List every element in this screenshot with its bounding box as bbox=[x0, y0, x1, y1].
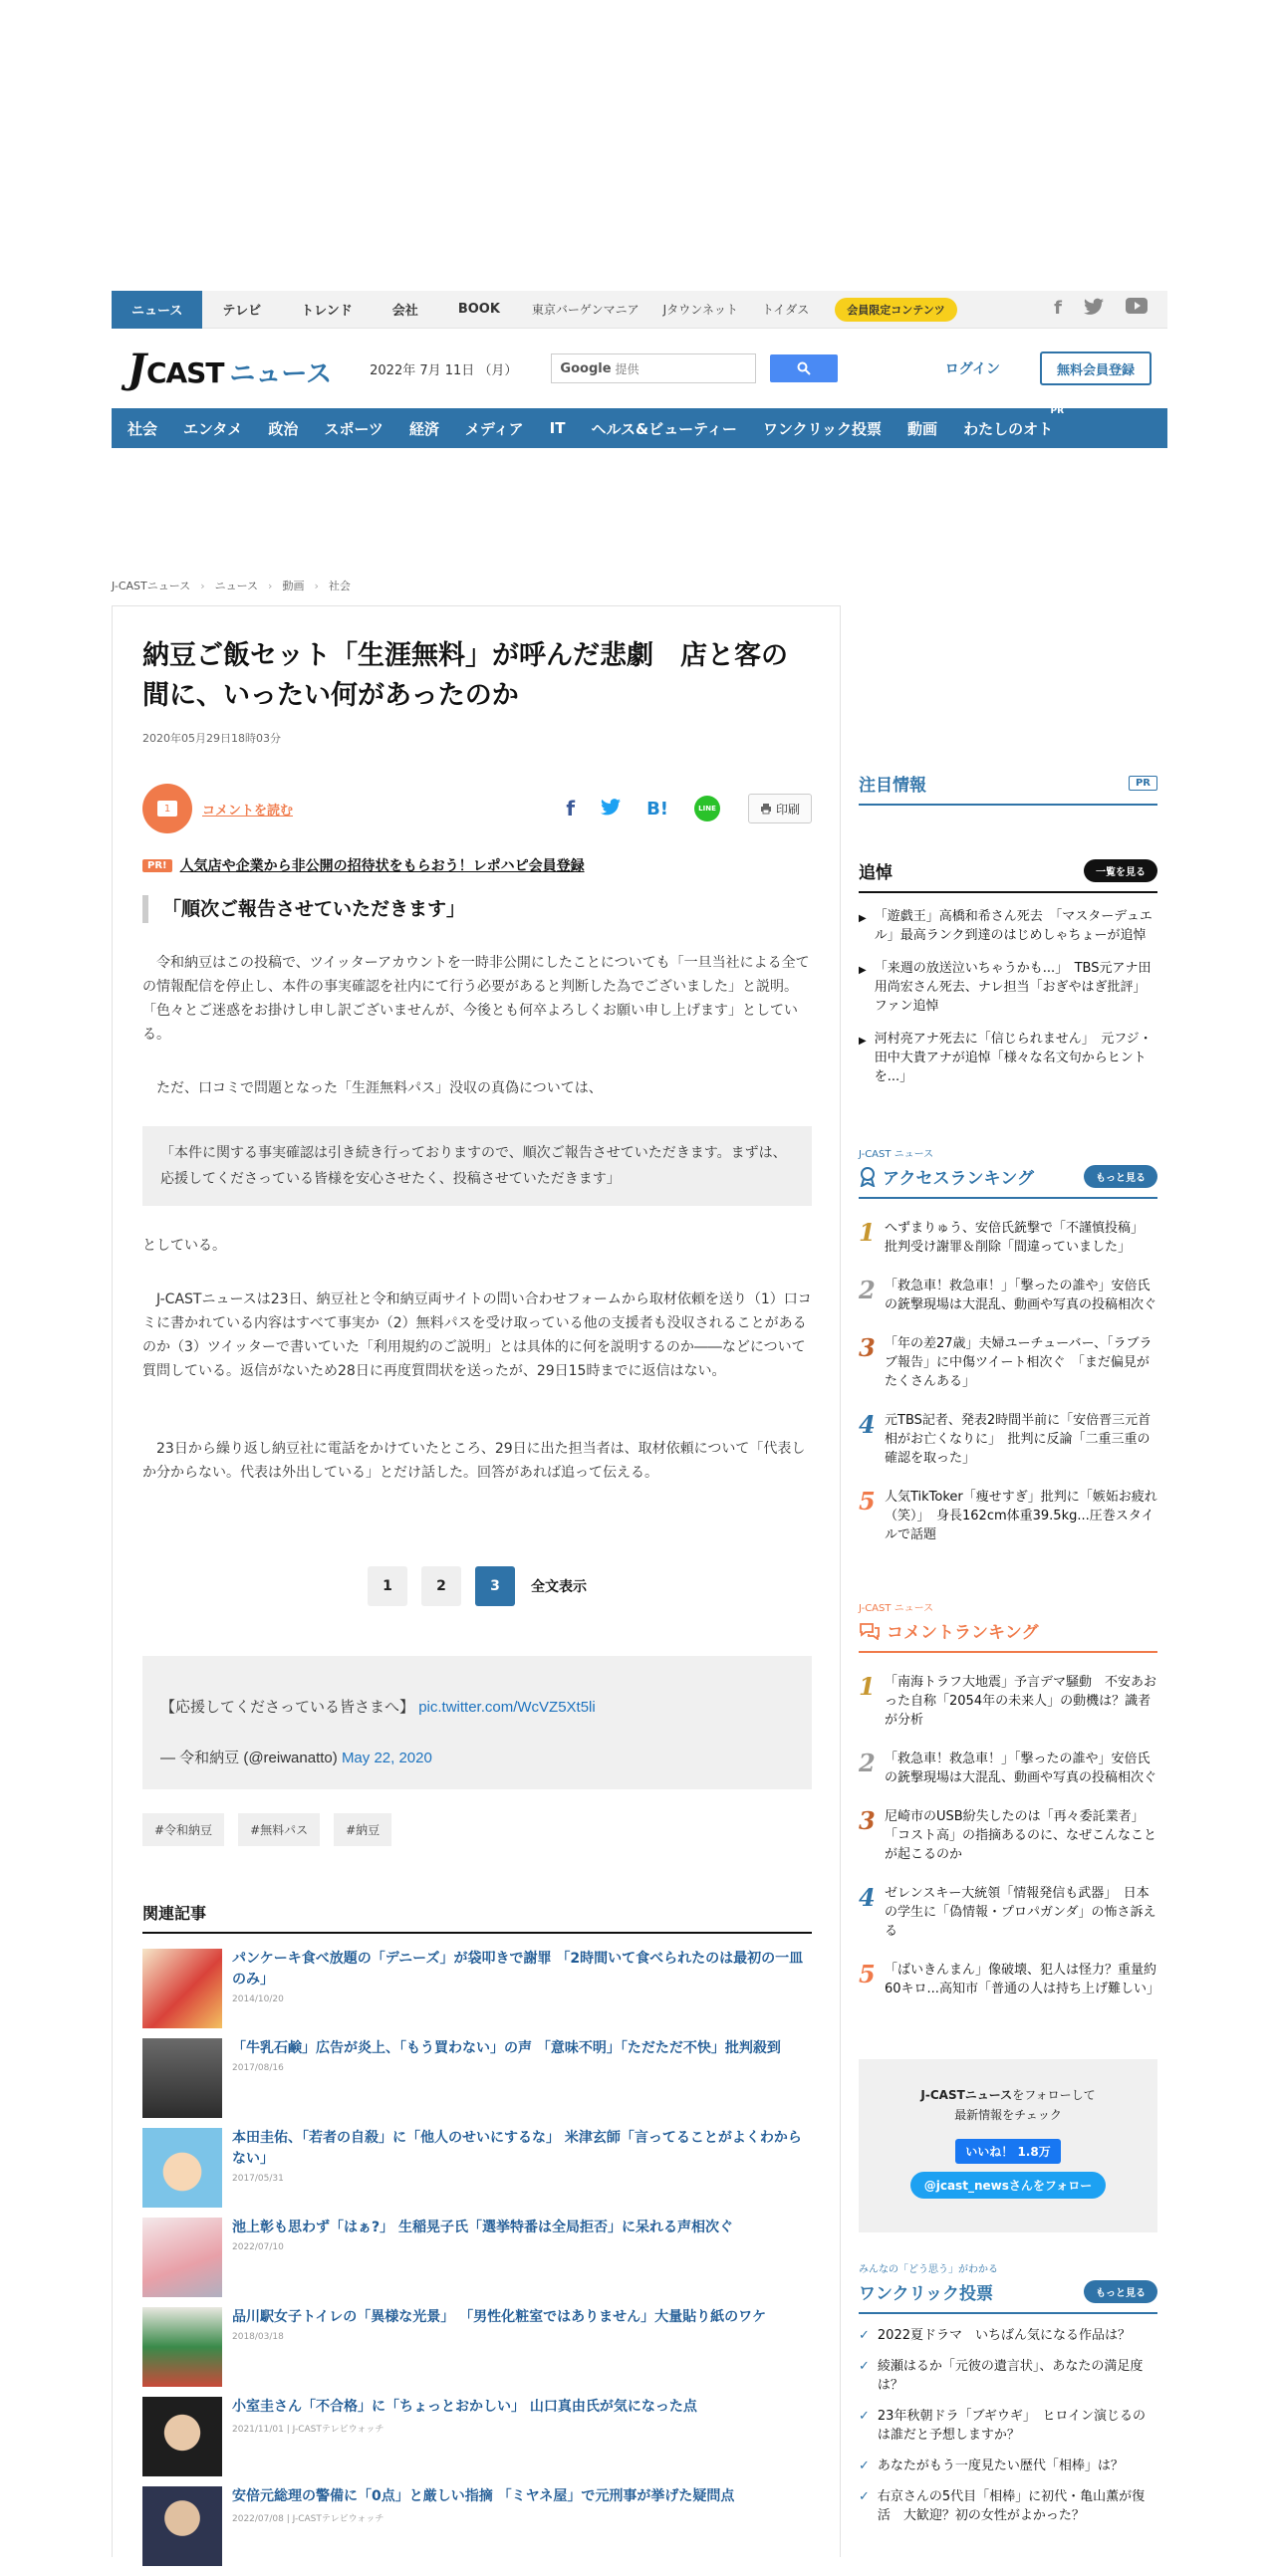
promo-link[interactable] bbox=[142, 855, 812, 875]
vote-item-text: 綾瀬はるか「元彼の遺言状」、あなたの満足度は？ bbox=[877, 2359, 1144, 2393]
vote-item[interactable] bbox=[859, 2326, 1157, 2345]
rank-number: 5 bbox=[859, 1960, 876, 1989]
pagination bbox=[142, 1566, 812, 1606]
tag-reiwa-natto[interactable]: #令和納豆 bbox=[142, 1813, 224, 1846]
access-ranking-heading bbox=[859, 1164, 1157, 1199]
article-subheading: 「順次ご報告させていただきます」 bbox=[142, 895, 812, 923]
topnav-trend[interactable]: トレンド bbox=[301, 304, 353, 319]
rank-number: 4 bbox=[859, 1883, 876, 1912]
article-quote: 「本件に関する事実確認は引き続き行っておりますので、順次ご報告させていただきます。まずは、応援してくださっている皆様を安心させたく、投稿させていただきます」 bbox=[142, 1126, 812, 1206]
related-article-date: 2014/10/20 bbox=[232, 1994, 284, 2004]
article-tags bbox=[142, 1813, 812, 1846]
vote-item-text: あなたがもう一度見たい歴代「相棒」は？ bbox=[877, 2459, 1124, 2473]
promo-text: 人気店や企業から非公開の招待状をもらおう！レポハピ会員登録 bbox=[179, 858, 585, 874]
breadcrumb bbox=[112, 578, 351, 593]
rank-text: 尼崎市のUSB紛失したのは「再々委託業者」 「コスト高」の指摘あるのに、なぜこんなことが起こるのか bbox=[885, 1809, 1157, 1862]
comment-ranking-heading bbox=[859, 1618, 1157, 1653]
tweet-author-line bbox=[160, 1747, 794, 1767]
comment-ranking-item[interactable] bbox=[859, 1955, 1157, 1998]
related-article-title: 「牛乳石鹸」広告が炎上、「もう買わない」の声 「意味不明」「ただただ不快」批判殺到 bbox=[232, 2040, 781, 2056]
search-input[interactable] bbox=[551, 353, 756, 383]
topnav-tv[interactable]: テレビ bbox=[222, 304, 262, 319]
twitter-icon[interactable] bbox=[1084, 298, 1104, 321]
related-article-thumbnail bbox=[142, 2218, 222, 2297]
category-video[interactable]: 動画 bbox=[907, 419, 938, 438]
vote-item-text: 2022夏ドラマ いちばん気になる作品は？ bbox=[877, 2328, 1131, 2343]
breadcrumb-separator: › bbox=[200, 579, 205, 592]
memorial-item[interactable] bbox=[859, 907, 1157, 945]
breadcrumb-item[interactable]: ニュース bbox=[214, 580, 259, 592]
pr-label: PR bbox=[1050, 405, 1065, 416]
access-ranking-item[interactable] bbox=[859, 1405, 1157, 1468]
printer-icon bbox=[760, 803, 772, 815]
article-title: 納豆ご飯セット「生涯無料」が呼んだ悲劇 店と客の間に、いったい何があったのか bbox=[142, 640, 788, 711]
rank-text: 人気TikToker「痩せすぎ」批判に「嫉妬お疲れ（笑）」 身長162cm体重39.5kg...圧巻スタイルで話題 bbox=[885, 1490, 1157, 1542]
comment-ranking-item[interactable] bbox=[859, 1801, 1157, 1864]
article-main bbox=[112, 605, 841, 2557]
access-ranking-item[interactable] bbox=[859, 1328, 1157, 1391]
rank-text: 「ばいきんまん」像破壊、犯人は怪力？重量約60キロ...高知市「普通の人は持ち上げ難しい」 bbox=[885, 1963, 1159, 1996]
page-1-button[interactable]: 1 bbox=[368, 1566, 407, 1606]
logo-j: J bbox=[128, 345, 146, 392]
rank-text: 「南海トラフ大地震」予言デマ騒動 不安あおった自称「2054年の未来人」の動機は？識者が分析 bbox=[885, 1675, 1157, 1728]
follow-brand: J-CASTニュース bbox=[920, 2088, 1013, 2102]
category-society[interactable]: 社会 bbox=[128, 419, 158, 438]
facebook-share-icon[interactable]: f bbox=[566, 797, 576, 820]
access-ranking-section bbox=[859, 1145, 1157, 1544]
access-ranking-kicker: J-CAST ニュース bbox=[859, 1149, 934, 1160]
related-article-title: 本田圭佑、「若者の自殺」に「他人のせいにするな」 米津玄師「言ってることがよくわからない」 bbox=[232, 2130, 802, 2167]
related-article-date: 2022/07/10 bbox=[232, 2242, 284, 2252]
rank-number: 2 bbox=[859, 1276, 876, 1304]
access-ranking-more-button[interactable]: もっと見る bbox=[1084, 1165, 1157, 1188]
memorial-item-text: 河村亮アナ死去に「信じられません」 元フジ・田中大貴アナが追悼「様々な名文句からヒントを...」 bbox=[874, 1032, 1152, 1084]
hatena-bookmark-icon[interactable]: B! bbox=[646, 798, 668, 820]
breadcrumb-separator: › bbox=[314, 579, 319, 592]
vote-kicker: みんなの「どう思う」がわかる bbox=[859, 2264, 998, 2275]
related-article[interactable] bbox=[142, 2486, 812, 2576]
comment-count: 1 bbox=[157, 801, 177, 817]
show-full-text-link[interactable]: 全文表示 bbox=[531, 1579, 587, 1595]
topnav-bargain[interactable]: 東京バーゲンマニア bbox=[531, 303, 640, 317]
memorial-more-button[interactable]: 一覧を見る bbox=[1084, 859, 1157, 882]
facebook-like-button[interactable]: いいね！ 1.8万 bbox=[955, 2139, 1060, 2164]
category-media[interactable]: メディア bbox=[464, 419, 524, 438]
rank-number: 5 bbox=[859, 1487, 876, 1516]
memorial-heading bbox=[859, 858, 1157, 893]
related-article-title: 池上彰も思わず「はぁ?」 生稲晃子氏「選挙特番は全局拒否」に呆れる声相次ぐ bbox=[232, 2220, 733, 2235]
read-comments-link[interactable]: コメントを読む bbox=[202, 803, 294, 819]
triangle-right-icon: ▶ bbox=[859, 913, 867, 924]
featured-heading-text: 注目情報 bbox=[859, 776, 926, 796]
breadcrumb-item[interactable]: 動画 bbox=[282, 580, 305, 592]
search-placeholder: 提供 bbox=[615, 361, 640, 376]
embedded-tweet bbox=[142, 1656, 812, 1789]
comment-count-icon[interactable] bbox=[142, 784, 192, 833]
topnav-company[interactable]: 会社 bbox=[391, 304, 418, 319]
vote-more-button[interactable]: もっと見る bbox=[1084, 2280, 1157, 2303]
rank-text: 「救急車！救急車！」「撃ったの誰や」安倍氏の銃撃現場は大混乱、動画や写真の投稿相次ぐ bbox=[885, 1752, 1157, 1785]
category-watashi-no-oto[interactable] bbox=[950, 405, 1066, 439]
related-article[interactable] bbox=[142, 1949, 812, 2038]
tag-free-pass[interactable]: #無料パス bbox=[238, 1813, 320, 1846]
topnav-jtown[interactable]: Jタウンネット bbox=[662, 303, 738, 317]
comment-ranking-heading-text: コメントランキング bbox=[887, 1623, 1039, 1643]
related-article-date: 2017/08/16 bbox=[232, 2063, 284, 2073]
category-economy[interactable]: 経済 bbox=[408, 419, 439, 438]
breadcrumb-separator: › bbox=[268, 579, 273, 592]
vote-item[interactable] bbox=[859, 2407, 1157, 2445]
article-paragraph: としている。 bbox=[142, 1238, 226, 1254]
article-paragraph: J-CASTニュースは23日、納豆社と令和納豆両サイトの問い合わせフォームから取材依頼を送り（1）口コミに書かれている内容はすべて事実か（2）無料パスを受け取っている他の支援者も没収されることがあるのか（3）ツイッターで書いていた「利用規約のご説明」とは具体的に何を説明するのか――などについて質問している。返信がないため28日に再度質問状を送ったが、29日15時までに返信はない。 bbox=[142, 1291, 812, 1379]
article-paragraph: 23日から繰り返し納豆社に電話をかけていたところ、29日に出た担当者は、取材依頼について「代表しか分からない。代表は外出している」とだけ話した。回答があれば追って伝える。 bbox=[142, 1441, 806, 1481]
comment-ranking-section bbox=[859, 1599, 1157, 1998]
facebook-icon[interactable]: f bbox=[1054, 298, 1062, 319]
ribbon-icon bbox=[859, 1167, 877, 1187]
youtube-icon[interactable] bbox=[1126, 298, 1148, 321]
related-article[interactable] bbox=[142, 2397, 812, 2486]
related-article[interactable] bbox=[142, 2128, 812, 2218]
related-article-thumbnail bbox=[142, 2307, 222, 2387]
tweet-text: 【応援してくださっている皆さまへ】 bbox=[160, 1699, 415, 1716]
check-icon: ✓ bbox=[859, 2489, 870, 2504]
rank-number: 2 bbox=[859, 1749, 876, 1777]
check-icon: ✓ bbox=[859, 2359, 870, 2374]
related-article-date: 2021/11/01 | J-CASTテレビウォッチ bbox=[232, 2425, 384, 2435]
comment-ranking-kicker: J-CAST ニュース bbox=[859, 1603, 934, 1614]
topnav-news[interactable]: ニュース bbox=[112, 291, 202, 329]
topnav-toidas[interactable]: トイダス bbox=[761, 303, 810, 317]
topnav-book[interactable]: BOOK bbox=[457, 302, 500, 317]
article-paragraph: ただ、口コミで問題となった「生涯無料パス」没収の真偽については、 bbox=[142, 1080, 603, 1096]
share-row bbox=[142, 784, 812, 833]
breadcrumb-item[interactable]: J-CASTニュース bbox=[112, 580, 191, 592]
check-icon: ✓ bbox=[859, 2459, 870, 2473]
related-article-date: 2017/05/31 bbox=[232, 2174, 284, 2184]
memorial-item[interactable] bbox=[859, 959, 1157, 1016]
related-article-thumbnail bbox=[142, 1949, 222, 2028]
rank-number: 1 bbox=[859, 1672, 876, 1701]
related-article-thumbnail bbox=[142, 2128, 222, 2208]
rank-number: 3 bbox=[859, 1333, 876, 1362]
category-politics[interactable]: 政治 bbox=[268, 419, 299, 438]
twitter-follow-button[interactable]: @jcast_newsさんをフォロー bbox=[910, 2172, 1107, 2199]
memorial-item-text: 「来週の放送泣いちゃうかも...」 TBS元アナ田用尚宏さん死去、ナレ担当「おぎやはぎ批評」ファン追悼 bbox=[874, 961, 1151, 1014]
access-ranking-heading-text: アクセスランキング bbox=[883, 1169, 1034, 1189]
related-article-title: パンケーキ食べ放題の「デニーズ」が袋叩きで謝罪 「2時間いて食べられたのは最初の一皿のみ」 bbox=[232, 1951, 804, 1988]
triangle-right-icon: ▶ bbox=[859, 1036, 867, 1047]
category-entertainment[interactable]: エンタメ bbox=[183, 419, 243, 438]
page-2-button[interactable]: 2 bbox=[421, 1566, 461, 1606]
follow-box bbox=[859, 2059, 1157, 2232]
tag-natto[interactable]: #納豆 bbox=[334, 1813, 391, 1846]
memorial-item-text: 「遊戯王」高橋和希さん死去 「マスターデュエル」最高ランク到達のはじめしゃちょーが追悼 bbox=[874, 909, 1152, 943]
triangle-right-icon: ▶ bbox=[859, 965, 867, 976]
follow-text-rest: をフォローして bbox=[1012, 2088, 1096, 2102]
login-link[interactable]: ログイン bbox=[944, 361, 1000, 377]
follow-text-line1 bbox=[859, 2085, 1157, 2105]
related-articles-heading: 関連記事 bbox=[142, 1901, 812, 1934]
related-article[interactable] bbox=[142, 2307, 812, 2397]
memorial-item[interactable] bbox=[859, 1030, 1157, 1086]
category-nav bbox=[112, 405, 1167, 448]
print-label: 印刷 bbox=[775, 802, 800, 817]
comment-ranking-item[interactable] bbox=[859, 1878, 1157, 1941]
rank-number: 1 bbox=[859, 1218, 876, 1247]
search-icon bbox=[797, 361, 811, 375]
vote-heading-text: ワンクリック投票 bbox=[859, 2284, 993, 2304]
related-article-title: 小室圭さん「不合格」に「ちょっとおかしい」 山口真由氏が気になった点 bbox=[232, 2399, 697, 2415]
check-icon: ✓ bbox=[859, 2328, 870, 2343]
line-share-icon[interactable]: LINE bbox=[694, 796, 720, 821]
category-label: わたしのオト bbox=[963, 419, 1054, 438]
tweet-author: — 令和納豆 (@reiwanatto) bbox=[160, 1750, 338, 1766]
breadcrumb-item[interactable]: 社会 bbox=[328, 580, 351, 592]
related-article-title: 安倍元総理の警備に「0点」と厳しい指摘 「ミヤネ屋」で元刑事が挙げた疑問点 bbox=[232, 2488, 735, 2504]
vote-section bbox=[859, 2260, 1157, 2525]
pr-tag: PR! bbox=[142, 859, 172, 872]
rank-text: へずまりゅう、安倍氏銃撃で「不謹慎投稿」 批判受け謝罪＆削除「間違っていました」 bbox=[885, 1221, 1151, 1255]
related-article-title: 品川駅女子トイレの「異様な光景」 「男性化粧室ではありません」大量貼り紙のワケ bbox=[232, 2309, 767, 2325]
related-articles-list bbox=[142, 1949, 812, 2576]
current-date: 2022年 7月 11日 （月） bbox=[370, 362, 518, 378]
featured-section bbox=[859, 771, 1157, 806]
check-icon: ✓ bbox=[859, 2409, 870, 2424]
category-it[interactable]: IT bbox=[549, 419, 566, 437]
logo-news: ニュース bbox=[229, 358, 333, 389]
category-one-click-vote[interactable]: ワンクリック投票 bbox=[762, 419, 883, 438]
site-header bbox=[112, 329, 1167, 408]
rank-number: 3 bbox=[859, 1806, 876, 1835]
social-links bbox=[1054, 298, 1167, 321]
logo-cast: CAST bbox=[145, 355, 224, 389]
article-date: 2020年05月29日18時03分 bbox=[142, 732, 281, 745]
member-content-badge[interactable]: 会員限定コンテンツ bbox=[835, 298, 956, 322]
rank-text: ゼレンスキー大統領「情報発信も武器」 日本の学生に「偽情報・プロパガンダ」の怖さ訴える bbox=[885, 1886, 1156, 1939]
vote-item[interactable] bbox=[859, 2487, 1157, 2525]
search-button[interactable] bbox=[770, 354, 838, 382]
category-sports[interactable]: スポーツ bbox=[324, 419, 384, 438]
access-ranking-item[interactable] bbox=[859, 1482, 1157, 1544]
related-article-thumbnail bbox=[142, 2486, 222, 2566]
vote-item[interactable] bbox=[859, 2357, 1157, 2395]
related-article-date: 2018/03/18 bbox=[232, 2332, 284, 2342]
tweet-line bbox=[160, 1696, 794, 1717]
related-article[interactable] bbox=[142, 2038, 812, 2128]
tweet-date-link[interactable]: May 22, 2020 bbox=[341, 1750, 432, 1766]
print-button[interactable] bbox=[748, 794, 812, 823]
access-ranking-item[interactable] bbox=[859, 1271, 1157, 1314]
share-buttons bbox=[566, 796, 720, 821]
vote-item-text: 23年秋朝ドラ「ブギウギ」 ヒロイン演じるのは誰だと予想しますか？ bbox=[877, 2409, 1147, 2443]
comment-ranking-item[interactable] bbox=[859, 1744, 1157, 1787]
related-article-date: 2022/07/08 | J-CASTテレビウォッチ bbox=[232, 2514, 384, 2524]
register-button[interactable]: 無料会員登録 bbox=[1040, 351, 1151, 385]
rank-text: 「年の差27歳」夫婦ユーチューバー、「ラブラブ報告」に中傷ツイート相次ぐ 「まだ偏見がたくさんある」 bbox=[885, 1336, 1152, 1389]
pr-badge: PR bbox=[1129, 776, 1157, 791]
follow-text-line2: 最新情報をチェック bbox=[954, 2108, 1062, 2122]
page-3-button[interactable]: 3 bbox=[475, 1566, 515, 1606]
rank-number: 4 bbox=[859, 1410, 876, 1439]
speech-bubbles-icon bbox=[859, 1622, 881, 1640]
rank-text: 元TBS記者、発表2時間半前に「安倍晋三元首相がお亡くなりに」 批判に反論「二重三重の確認を取った」 bbox=[885, 1413, 1151, 1466]
search-google-label: Google bbox=[560, 360, 612, 376]
tweet-image-link[interactable]: pic.twitter.com/WcVZ5Xt5li bbox=[418, 1699, 596, 1716]
vote-item[interactable] bbox=[859, 2457, 1157, 2475]
featured-heading bbox=[859, 771, 1157, 806]
memorial-heading-text: 追悼 bbox=[859, 863, 893, 883]
vote-item-text: 右京さんの5代目「相棒」に初代・亀山薫が復活 大歓迎？初の女性がよかった？ bbox=[877, 2489, 1146, 2523]
twitter-share-icon[interactable] bbox=[601, 797, 621, 820]
related-article-thumbnail bbox=[142, 2397, 222, 2476]
category-health-beauty[interactable]: ヘルス&ビューティー bbox=[591, 419, 737, 438]
article-paragraph: 令和納豆はこの投稿で、ツイッターアカウントを一時非公開にしたことについても「一旦当社による全ての情報配信を停止し、本件の事実確認を社内にて行う必要があると判断した為でございました」と説明。「色々とご迷惑をお掛けし申し訳ございませんが、今後とも何卒よろしくお願い申し上げます」としている。 bbox=[142, 955, 810, 1043]
vote-heading bbox=[859, 2279, 1157, 2314]
related-article[interactable] bbox=[142, 2218, 812, 2307]
memorial-section bbox=[859, 858, 1157, 1086]
rank-text: 「救急車！救急車！」「撃ったの誰や」安倍氏の銃撃現場は大混乱、動画や写真の投稿相次ぐ bbox=[885, 1279, 1157, 1312]
comment-ranking-item[interactable] bbox=[859, 1667, 1157, 1730]
access-ranking-item[interactable] bbox=[859, 1213, 1157, 1257]
site-logo[interactable] bbox=[128, 346, 332, 392]
related-article-thumbnail bbox=[142, 2038, 222, 2118]
top-utility-nav bbox=[112, 291, 1167, 329]
